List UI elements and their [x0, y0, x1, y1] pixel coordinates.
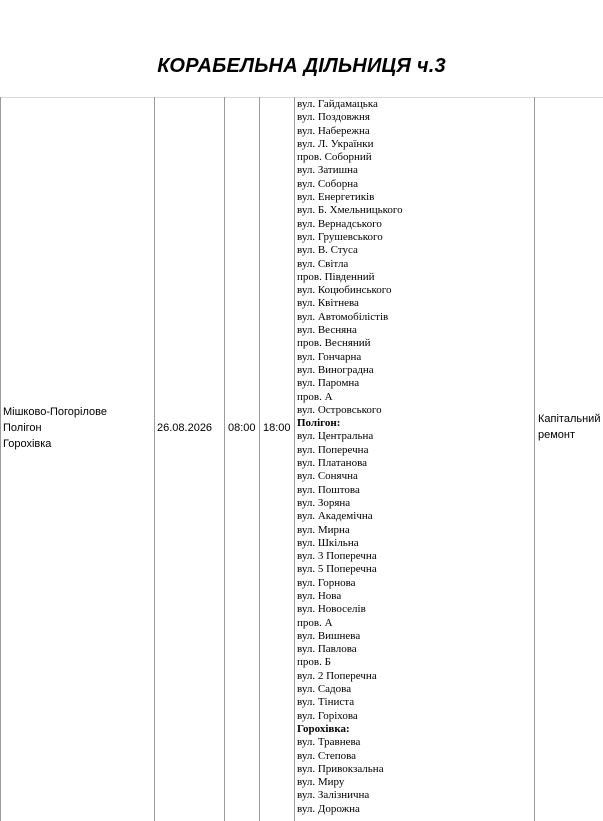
address-item: вул. Л. Українки [297, 137, 374, 150]
work-type-line: ремонт [538, 429, 576, 441]
address-item: вул. Горіхова [297, 709, 358, 722]
address-list [297, 98, 533, 816]
page-title: КОРАБЕЛЬНА ДІЛЬНИЦЯ ч.3 [157, 55, 446, 77]
address-item: вул. Платанова [297, 457, 367, 470]
address-item: вул. Травнева [297, 736, 361, 749]
address-item: пров. Соборний [297, 151, 372, 164]
address-item: вул. Весняна [297, 324, 357, 337]
address-item: вул. Нова [297, 589, 342, 602]
address-item: вул. Степова [297, 749, 357, 762]
address-item: пров. А [297, 390, 333, 403]
address-item: вул. Залізнична [297, 789, 370, 802]
address-item: вул. Енергетиків [297, 191, 375, 204]
address-item: вул. Соборна [297, 177, 359, 190]
address-item: вул. Світла [297, 257, 349, 270]
address-group-header: Горохівка: [297, 722, 350, 735]
address-item: вул. Набережна [297, 124, 370, 137]
address-item: вул. Тіниста [297, 696, 355, 709]
address-item: вул. Квітнева [297, 297, 359, 310]
locality: Мішково-Погорілове [3, 406, 107, 418]
address-item: вул. Вишнева [297, 629, 361, 642]
address-item: вул. Мирна [297, 523, 350, 536]
address-item: пров. Весняний [297, 337, 371, 350]
address-item: вул. Сонячна [297, 470, 358, 483]
address-item: вул. Островського [297, 403, 382, 416]
address-item: пров. Південний [297, 270, 375, 283]
table-column-divider [259, 97, 260, 821]
address-item: вул. Миру [297, 776, 345, 789]
date-cell: 26.08.2026 [157, 422, 213, 434]
table-column-divider [224, 97, 225, 821]
address-item: вул. Дорожна [297, 802, 360, 815]
address-item: вул. 3 Поперечна [297, 550, 377, 563]
address-item: вул. В. Стуса [297, 244, 358, 257]
address-item: пров. Б [297, 656, 331, 669]
address-item: вул. Паромна [297, 377, 360, 390]
address-item: вул. 2 Поперечна [297, 669, 377, 682]
address-item: вул. Коцюбинського [297, 284, 392, 297]
address-item: вул. Затишна [297, 164, 358, 177]
localities-cell [3, 404, 153, 452]
address-item: вул. Поперечна [297, 443, 369, 456]
address-item: вул. Поштова [297, 483, 360, 496]
address-item: вул. Привокзальна [297, 762, 384, 775]
table-column-divider [0, 97, 1, 821]
work-type-cell [538, 411, 602, 443]
address-item: пров. А [297, 616, 333, 629]
address-item: вул. Садова [297, 683, 352, 696]
address-item: вул. Горнова [297, 576, 356, 589]
address-item: вул. Поздовжня [297, 111, 370, 124]
table-column-divider [294, 97, 295, 821]
address-item: вул. Центральна [297, 430, 374, 443]
address-item: вул. Павлова [297, 643, 357, 656]
address-group-header: Полігон: [297, 417, 341, 430]
locality: Полігон [3, 422, 42, 434]
address-item: вул. Вернадського [297, 217, 382, 230]
address-item: вул. Виноградна [297, 363, 374, 376]
address-item: вул. Грушевського [297, 230, 383, 243]
address-item: вул. 5 Поперечна [297, 563, 377, 576]
time-start-cell: 08:00 [228, 422, 256, 434]
table-column-divider [534, 97, 535, 821]
time-end-cell: 18:00 [263, 422, 291, 434]
work-type-line: Капітальний [538, 413, 601, 425]
address-item: вул. Автомобілістів [297, 310, 389, 323]
address-item: вул. Зоряна [297, 496, 351, 509]
table-column-divider [154, 97, 155, 821]
address-item: вул. Академічна [297, 510, 373, 523]
locality: Горохівка [3, 438, 52, 450]
address-item: вул. Гончарна [297, 350, 362, 363]
address-item: вул. Новоселів [297, 603, 366, 616]
address-item: вул. Шкільна [297, 536, 359, 549]
address-item: вул. Б. Хмельницького [297, 204, 403, 217]
address-item: вул. Гайдамацька [297, 98, 378, 110]
